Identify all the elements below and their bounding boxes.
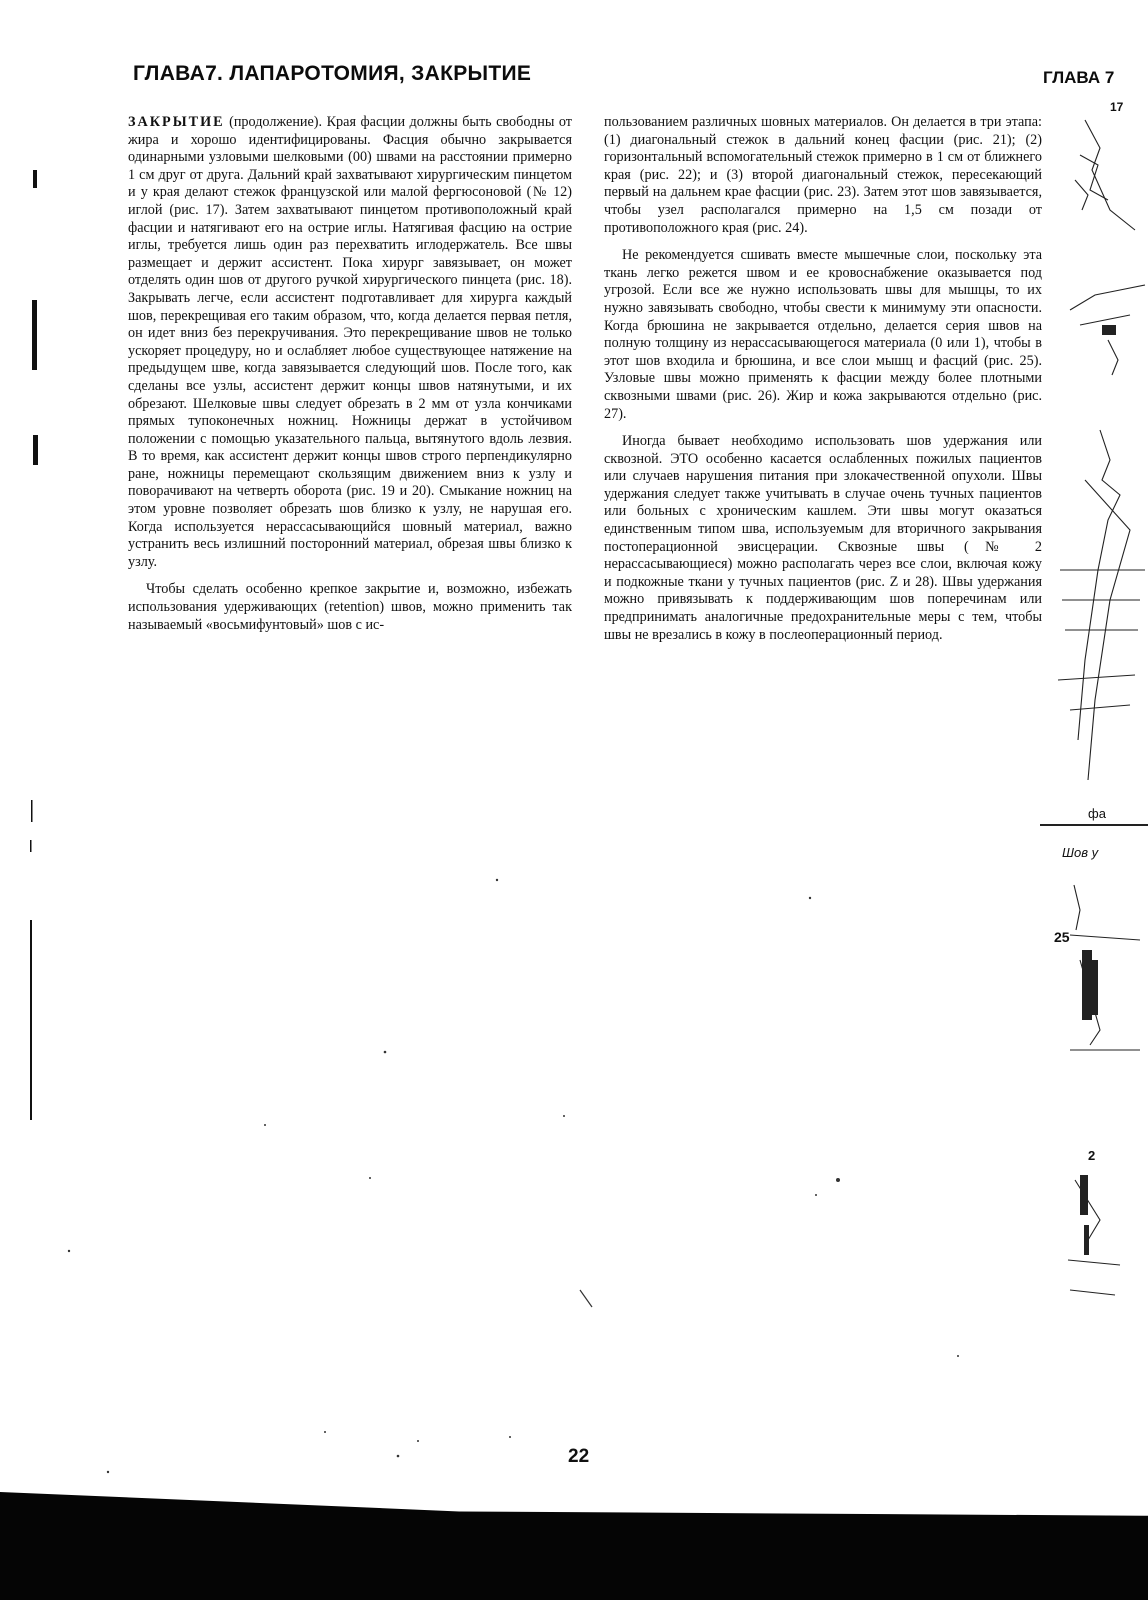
- bottom-scan-edge: [0, 1492, 1148, 1600]
- paragraph: [128, 114, 572, 571]
- paragraph: Чтобы сделать особенно крепкое закрытие и, возможно, избежать использования удерживающих (retention) швов, можно применить так называемый «восьмифунтовый» шов с ис-: [128, 581, 572, 633]
- paragraph: Не рекомендуется сшивать вместе мышечные слои, поскольку эта ткань легко режется швом и ее кровоснабжение оказывается под угрозой. Если все же нужно использовать швы для мышцы, то их нужно завязывать свободно, чтобы свести к минимуму эти опасности. Когда брюшина не закрывается отдельно, делается серия швов на полную толщину из нерассасывающегося материала (0 или 1), чтобы в этот шов входила и брюшина, и все слои мышц и фасций (рис. 25). Узловые швы можно применять к фасции между более плотными сквозными швами (рис. 26). Жир и кожа закрываются отдельно (рис. 27).: [604, 247, 1042, 422]
- chapter-header: ГЛАВА7. ЛАПАРОТОМИЯ, ЗАКРЫТИЕ: [133, 62, 532, 85]
- paragraph: пользованием различных шовных материалов. Он делается в три этапа: (1) диагональный стежок в дальний конец фасции (рис. 21); (2) горизонтальный вспомогательный стежок примерно в 1 см от ближнего края (рис. 22); и (3) второй диагональный стежок, пересекающий первый на дальнем крае фасции (рис. 23). Затем этот шов завязывается, чтобы узел располагался примерно на 1,5 см позади от противоположного края (рис. 24).: [604, 114, 1042, 236]
- binding-edge-marks: [0, 150, 40, 1140]
- margin-label-17: 17: [1110, 100, 1124, 114]
- chapter-header-right: ГЛАВА 7: [1043, 68, 1115, 87]
- cropped-figure-illustration: [1040, 100, 1148, 1360]
- margin-label-fa: фа: [1088, 806, 1106, 821]
- figure-number-25: 25: [1054, 929, 1070, 945]
- left-text-column: [128, 114, 572, 634]
- right-text-column: [604, 114, 1042, 734]
- figure-number-2: 2: [1088, 1148, 1096, 1163]
- paragraph-text: (продолжение). Края фасции должны быть свободны от жира и хорошо идентифицированы. Фасция обычно закрывается одинарными узловыми шелковыми (00) швами на расстоянии примерно 1 см друг от друга. Дальний край захватывают хирургическим пинцетом и у края делают стежок французской или малой фергюсоновой (№ 12) иглой (рис. 17). Затем захватывают пинцетом противоположный край фасции и натягивают его на острие иглы. Натягивая фасцию на острие иглы, требуется лишь один раз перехватить иглодержатель. Все швы размещает и держит ассистент. Пока хирург завязывает, он может отделять один шов от другого ручкой хирургического пинцета (рис. 18). Закрывать легче, если ассистент подготавливает для хирурга каждый шов, перекрещивая его таким образом, что, когда делается первая петля, он идет вниз без перекручивания. Это перекрещивание швов не только ускоряет процедуру, но и ослабляет любое существующее натяжение на предыдущем шве, когда завязывается следующий шов. После того, как сделаны все узлы, ассистент держит концы швов натянутыми, и их обрезают. Шелковые швы следует обрезать в 2 мм от узла кончиками прямых тупоконечных ножниц. Ножницы держат в устойчивом положении с помощью указательного пальца, вытянутого вдоль лезвия. В то время, как ассистент держит концы швов строго перпендикулярно ране, ножницы перемещают скользящим движением вниз к узлу и поворачивают на четверть оборота (рис. 19 и 20). Смыкание ножниц на этом уровне позволяет обрезать шов близко к узлу, не нарушая его. Когда используется нерассасывающийся шовный материал, важно устранить весь излишний посторонний материал, обрезая швы близко к узлу.: [128, 114, 572, 570]
- section-lead: ЗАКРЫТИЕ: [128, 114, 225, 130]
- page-number: 22: [568, 1446, 590, 1467]
- paragraph: Иногда бывает необходимо использовать шов удержания или сквозной. ЭТО особенно касается ослабленных пожилых пациентов или случаев нарушения питания при злокачественной опухоли. Швы удержания следует также учитывать в случае очень тучных пациентов или больных с хроническим кашлем. Эти швы могут оказаться единственным типом шва, используемым для вторичного закрывания постоперационной эвисцерации. Сквозные швы (№ 2 нерассасывающиеся) можно располагать через все слои, включая кожу и подкожные ткани у тучных пациентов (рис. Z и 28). Швы удержания можно привязывать к поддерживающим шов поперечинам или предпринимать аналогичные предохранительные меры с тем, чтобы швы не врезались в кожу в послеоперационный период.: [604, 433, 1042, 643]
- margin-label-shov: Шов у: [1062, 845, 1099, 860]
